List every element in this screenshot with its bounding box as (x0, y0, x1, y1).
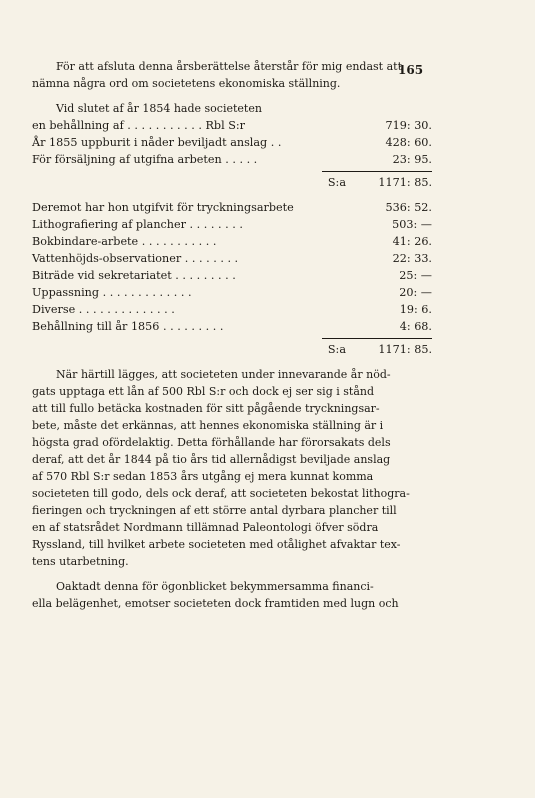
ledger-row (32, 199, 432, 216)
ledger-label: Uppassning . . . . . . . . . . . . . (32, 286, 192, 299)
ledger-row (32, 318, 432, 335)
text-line: en af statsrådet Nordmann tillämnad Paleontologi öfver södra (32, 521, 379, 534)
text-line: af 570 Rbl S:r sedan 1853 års utgång ej mera kunnat komma (32, 470, 374, 483)
ledger-amount: 719: 30. (385, 119, 432, 132)
ledger-amount: 4: 68. (399, 320, 432, 333)
total-label: S:a (327, 176, 346, 189)
ledger-label: en behållning af . . . . . . . . . . . Rbl S:r (32, 119, 246, 132)
ledger-label: Lithografiering af plancher . . . . . . . . (32, 218, 243, 231)
ledger-row (32, 250, 432, 267)
text-line: deraf, att det år 1844 på tio års tid allernådigst beviljade anslag (32, 453, 391, 466)
text-line: högsta grad ofördelaktig. Detta förhållande har förorsakats dels (32, 436, 391, 449)
text-line: När härtill lägges, att societeten under innevarande år nöd- (56, 368, 391, 381)
ledger-label: Diverse . . . . . . . . . . . . . . (32, 303, 175, 316)
ledger-row (32, 284, 432, 301)
ledger-amount: 536: 52. (385, 201, 432, 214)
page-content (32, 58, 432, 612)
ledger-amount: 41: 26. (392, 235, 432, 248)
sum-rule (322, 171, 432, 172)
ledger-amount: 428: 60. (385, 136, 432, 149)
text-line: bete, måste det erkännas, att hennes ekonomiska ställning är i (32, 419, 384, 432)
text-line: nämna några ord om societetens ekonomiska ställning. (32, 77, 341, 90)
expenses-ledger (32, 199, 432, 358)
ledger-amount: 20: — (399, 286, 432, 299)
ledger-row (32, 134, 432, 151)
assets-ledger (32, 100, 432, 191)
ledger-row (32, 233, 432, 250)
ledger-row (32, 267, 432, 284)
closing-paragraph (32, 578, 432, 612)
ledger-amount: 23: 95. (392, 153, 432, 166)
ledger-row (32, 301, 432, 318)
ledger-row (32, 151, 432, 168)
text-line: Vid slutet af år 1854 hade societeten (56, 102, 262, 115)
text-line: tens utarbetning. (32, 555, 129, 568)
total-label: S:a (327, 343, 346, 356)
ledger-amount: 22: 33. (392, 252, 432, 265)
ledger-amount: 25: — (399, 269, 432, 282)
text-line: att till fullo betäcka kostnaden för sitt pågående tryckningsar- (32, 402, 380, 415)
ledger-label: Vattenhöjds-observationer . . . . . . . . (32, 252, 239, 265)
ledger-amount: 19: 6. (399, 303, 432, 316)
ledger-label: Bokbindare-arbete . . . . . . . . . . . (32, 235, 217, 248)
text-line: fieringen och tryckningen af ett större antal dyrbara plancher till (32, 504, 397, 517)
ledger-label: Behållning till år 1856 . . . . . . . . . (32, 320, 224, 333)
text-line: societeten till godo, dels ock deraf, att societeten bekostat lithogra- (32, 487, 410, 500)
text-line: gats upptaga ett lån af 500 Rbl S:r och dock ej ser sig i stånd (32, 385, 375, 398)
ledger-total-row (32, 341, 432, 358)
ledger-row (32, 117, 432, 134)
sum-rule (322, 338, 432, 339)
ledger-amount: 503: — (392, 218, 432, 231)
total-amount: 1171: 85. (378, 176, 432, 189)
ledger-label: Biträde vid sekretariatet . . . . . . . . . (32, 269, 236, 282)
ledger-row (32, 216, 432, 233)
text-line: Ryssland, till hvilket arbete societeten med otålighet afvaktar tex- (32, 538, 401, 551)
ledger-label: Deremot har hon utgifvit för tryckningsarbete (32, 201, 294, 214)
body-paragraph (32, 366, 432, 570)
text-line: För att afsluta denna årsberättelse återstår för mig endast att (56, 60, 402, 73)
ledger-label: För försäljning af utgifna arbeten . . . . . (32, 153, 258, 166)
total-amount: 1171: 85. (378, 343, 432, 356)
text-line: ella belägenhet, emotser societeten dock framtiden med lugn och (32, 597, 399, 610)
intro-paragraph (32, 58, 432, 92)
ledger-label: År 1855 uppburit i nåder beviljadt anslag . . (32, 136, 282, 149)
page-number: 165 (398, 63, 424, 77)
ledger-total-row (32, 174, 432, 191)
text-line: Oaktadt denna för ögonblicket bekymmersamma financi- (56, 580, 374, 593)
